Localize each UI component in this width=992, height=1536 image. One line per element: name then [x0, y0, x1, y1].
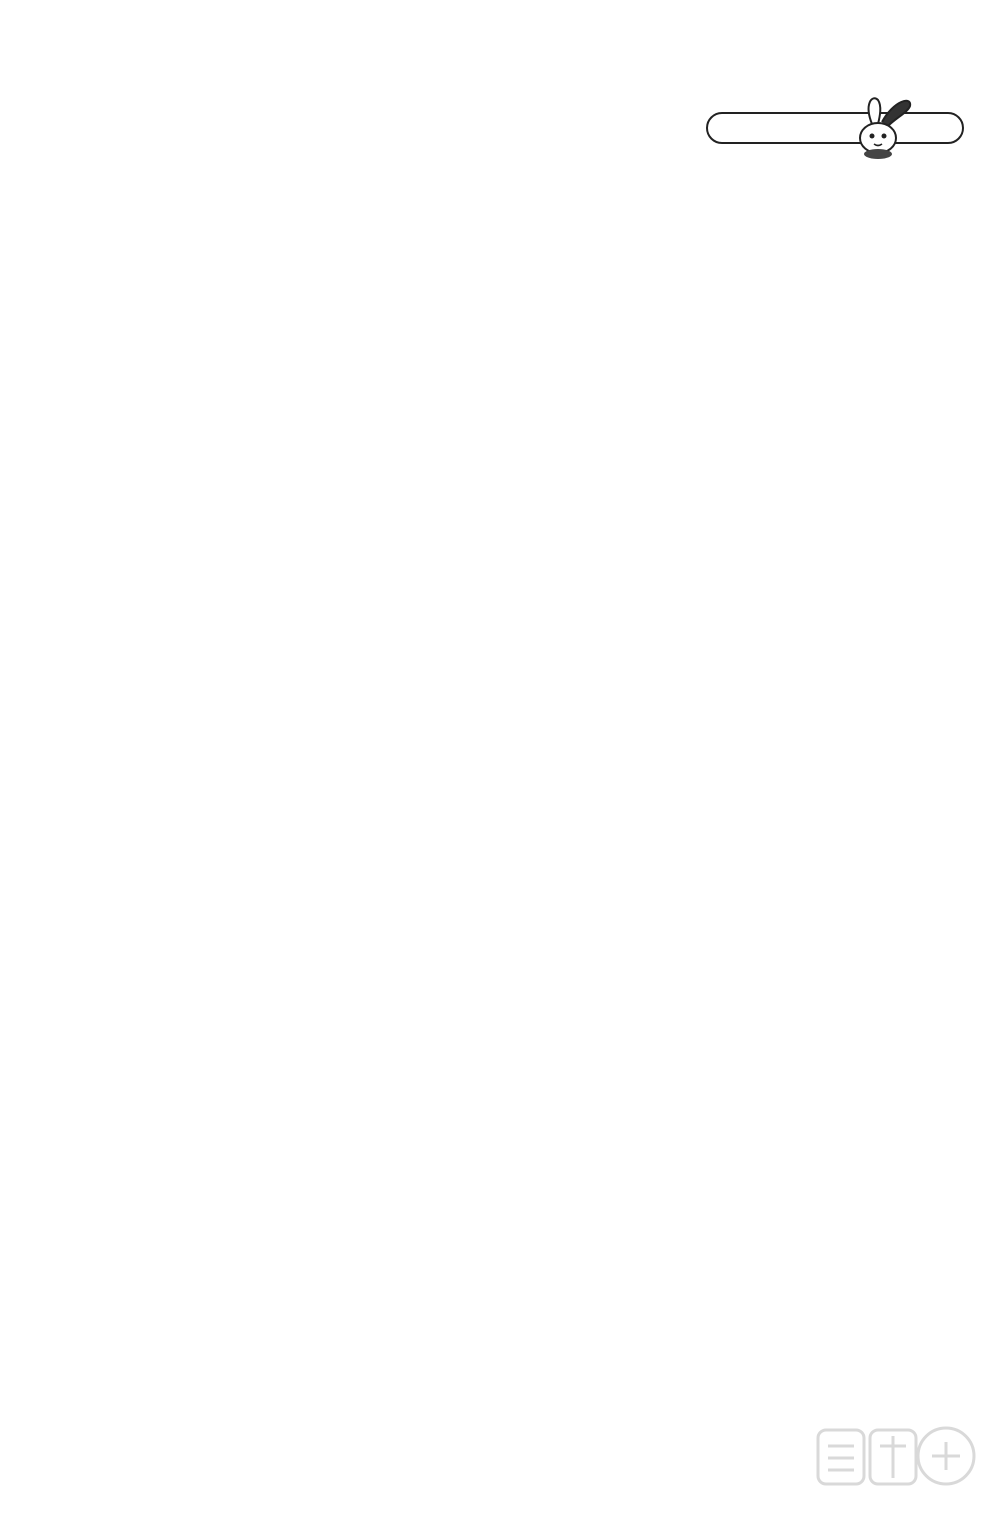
mxqe-watermark-logo	[812, 1412, 980, 1530]
book-title-frame	[706, 112, 964, 144]
bunny-mascot-icon	[842, 90, 916, 160]
page-header	[0, 0, 992, 160]
